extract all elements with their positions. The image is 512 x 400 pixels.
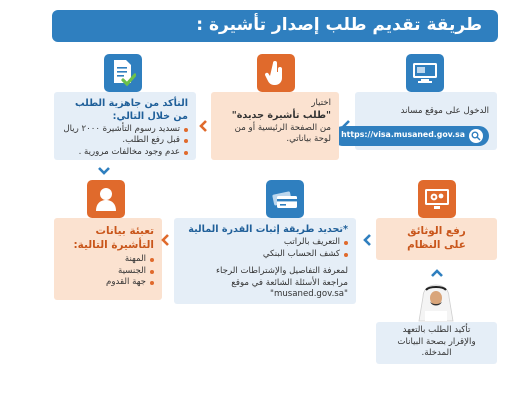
- search-icon: [469, 129, 483, 143]
- list-item: كشف الحساب البنكي: [182, 249, 348, 261]
- website-url: https://visa.musaned.gov.sa: [341, 130, 465, 140]
- step-new-visa-highlight: "طلب تأشيرة جديدة": [231, 109, 331, 121]
- step-visit-website-text: الدخول على موقع مساند: [400, 106, 489, 116]
- step-confirm-line1: تأكيد الطلب بالتعهد: [402, 325, 471, 335]
- step-fill-title1: تعبئة بيانات: [95, 225, 154, 237]
- step-new-visa-line3: لوحة بياناتي.: [286, 134, 331, 145]
- step-financial-list: [182, 237, 348, 260]
- step-confirm-line2: والإقرار بصحة البيانات: [397, 336, 476, 347]
- step-new-visa-line2: من الصفحة الرئيسية أو من: [234, 122, 331, 133]
- step-upload-title1: رفع الوثائق: [407, 225, 466, 237]
- step-verify-title1: التأكد من جاهزية الطلب: [75, 98, 188, 109]
- list-item: جهة القدوم: [62, 277, 154, 289]
- step-verify-title2: من خلال التالي:: [112, 110, 188, 122]
- step-visit-website: [341, 92, 497, 150]
- website-link[interactable]: [333, 126, 489, 146]
- list-item: تسديد رسوم التأشيرة ٢٠٠٠ ريال: [62, 124, 188, 136]
- step-confirm-request: [376, 322, 497, 364]
- hand-pointer-icon: [257, 54, 295, 92]
- list-item: الجنسية: [62, 266, 154, 278]
- step-fill-list: [62, 254, 154, 289]
- money-cards-icon: [266, 180, 304, 218]
- chevron-left-icon: [160, 234, 172, 246]
- list-item: المهنة: [62, 254, 154, 266]
- step-financial-note2: مراجعة الأسئلة الشائعة في موقع: [231, 277, 348, 288]
- step-fill-title2: التأشيرة التالية:: [73, 239, 154, 252]
- step-upload-title2: على النظام: [407, 239, 466, 252]
- step-financial-title: *تحديد طريقة إثبات القدرة المالية: [188, 224, 348, 235]
- list-item: عدم وجود مخالفات مرورية .: [62, 147, 188, 159]
- step-verify-list: [62, 124, 188, 159]
- saudi-man-icon: [417, 283, 455, 323]
- musaned-link[interactable]: "musaned.gov.sa": [270, 289, 348, 300]
- step-new-visa-line1: اختيار: [311, 98, 331, 108]
- step-verify-readiness: [54, 92, 196, 160]
- chevron-down-icon: [98, 164, 110, 176]
- chevron-left-icon: [341, 120, 353, 132]
- step-financial-note1: لمعرفة التفاصيل والإشتراطات الرجاء: [216, 266, 348, 277]
- chevron-left-icon: [362, 234, 374, 246]
- page-title: طريقة تقديم طلب إصدار تأشيرة :: [52, 10, 498, 42]
- chevron-left-icon: [198, 120, 210, 132]
- step-fill-visa-data: [54, 218, 162, 300]
- checklist-document-icon: [104, 54, 142, 92]
- computer-icon: [406, 54, 444, 92]
- step-upload-documents: [376, 218, 497, 260]
- list-item: التعريف بالراتب: [182, 237, 348, 249]
- list-item: قبل رفع الطلب.: [62, 135, 188, 147]
- gears-monitor-icon: [418, 180, 456, 218]
- person-silhouette-icon: [87, 180, 125, 218]
- step-financial-proof: [174, 218, 356, 304]
- step-new-visa-request: [211, 92, 339, 160]
- step-confirm-line3: المدخلة.: [421, 348, 452, 359]
- chevron-up-icon: [431, 268, 443, 280]
